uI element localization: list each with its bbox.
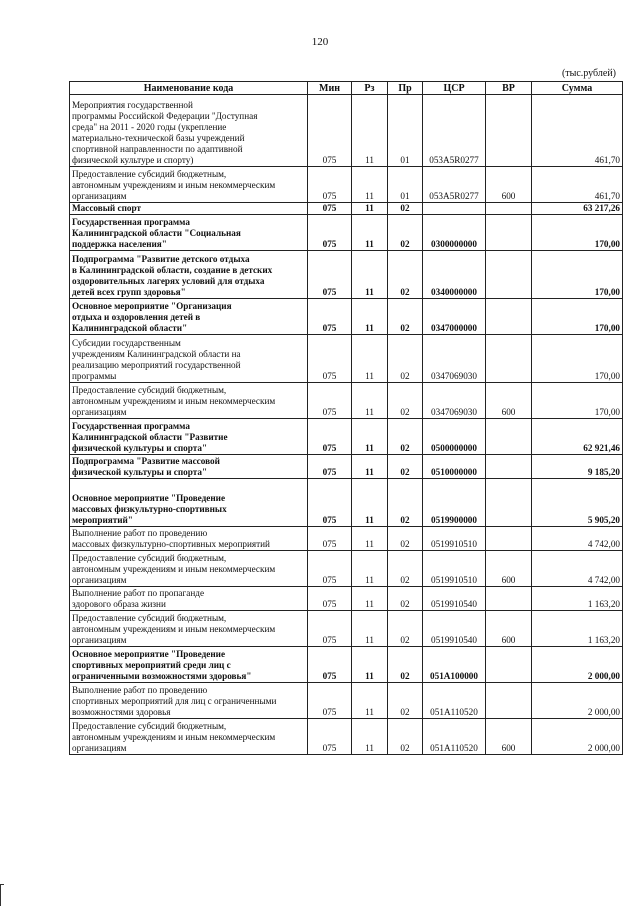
col-header-csr: ЦСР <box>423 82 486 95</box>
cell-min: 075 <box>308 551 352 587</box>
table-row <box>70 203 623 215</box>
cell-vr <box>486 215 532 251</box>
col-header-name: Наименование кода <box>70 82 308 95</box>
cell-sum: 461,70 <box>532 167 623 203</box>
cell-rz: 11 <box>352 95 388 167</box>
cell-sum: 4 742,00 <box>532 551 623 587</box>
cell-pr: 02 <box>388 683 423 719</box>
table-row <box>70 479 623 527</box>
cell-min: 075 <box>308 587 352 611</box>
cell-vr <box>486 647 532 683</box>
cell-vr <box>486 299 532 335</box>
cell-csr: 0347069030 <box>423 383 486 419</box>
cell-min: 075 <box>308 479 352 527</box>
cell-pr: 02 <box>388 455 423 479</box>
cell-csr: 051A100000 <box>423 647 486 683</box>
cell-sum: 1 163,20 <box>532 587 623 611</box>
cell-sum: 170,00 <box>532 335 623 383</box>
cell-sum: 2 000,00 <box>532 719 623 755</box>
cell-min: 075 <box>308 95 352 167</box>
cell-vr: 600 <box>486 383 532 419</box>
cell-sum: 2 000,00 <box>532 683 623 719</box>
cell-vr <box>486 335 532 383</box>
cell-name: Выполнение работ по проведению спортивных мероприятий для лиц с ограниченными возможностями здоровья <box>70 683 308 719</box>
cell-rz: 11 <box>352 527 388 551</box>
cell-csr <box>423 203 486 215</box>
cell-sum: 461,70 <box>532 95 623 167</box>
cell-rz: 11 <box>352 419 388 455</box>
cell-name: Подпрограмма "Развитие детского отдыха в Калининградской области, создание в детских оздоровительных лагерях условий для отдыха детей всех групп здоровья" <box>70 251 308 299</box>
cell-csr: 051A110520 <box>423 683 486 719</box>
table-row <box>70 455 623 479</box>
table-row <box>70 299 623 335</box>
cell-pr: 02 <box>388 587 423 611</box>
cell-min: 075 <box>308 215 352 251</box>
cell-vr <box>486 203 532 215</box>
table-row <box>70 335 623 383</box>
cell-vr: 600 <box>486 551 532 587</box>
budget-table <box>69 81 623 755</box>
cell-vr <box>486 251 532 299</box>
cell-vr <box>486 479 532 527</box>
cell-rz: 11 <box>352 611 388 647</box>
units-label: (тыс.рублей) <box>561 68 616 79</box>
cell-vr: 600 <box>486 719 532 755</box>
cell-csr: 0347000000 <box>423 299 486 335</box>
page-number: 120 <box>311 36 329 48</box>
cell-csr: 0519910510 <box>423 527 486 551</box>
cell-csr: 0500000000 <box>423 419 486 455</box>
cell-sum: 170,00 <box>532 215 623 251</box>
cell-pr: 02 <box>388 611 423 647</box>
cell-name: Государственная программа Калининградской области "Развитие физической культуры и спорта" <box>70 419 308 455</box>
cell-pr: 02 <box>388 251 423 299</box>
cell-sum: 170,00 <box>532 251 623 299</box>
cell-name: Основное мероприятие "Организация отдыха и оздоровления детей в Калининградской области" <box>70 299 308 335</box>
cell-csr: 053A5R0277 <box>423 95 486 167</box>
col-header-vr: ВР <box>486 82 532 95</box>
cell-csr: 0519900000 <box>423 479 486 527</box>
table-row <box>70 683 623 719</box>
cell-sum: 170,00 <box>532 299 623 335</box>
cell-csr: 0519910540 <box>423 611 486 647</box>
cell-csr: 0300000000 <box>423 215 486 251</box>
table-row <box>70 719 623 755</box>
cell-name: Предоставление субсидий бюджетным, автономным учреждениям и иным некоммерческим организациям <box>70 383 308 419</box>
table-row <box>70 95 623 167</box>
cell-sum: 170,00 <box>532 383 623 419</box>
cell-csr: 0519910540 <box>423 587 486 611</box>
cell-min: 075 <box>308 455 352 479</box>
cell-rz: 11 <box>352 215 388 251</box>
cell-name: Предоставление субсидий бюджетным, автономным учреждениям и иным некоммерческим организациям <box>70 611 308 647</box>
cell-pr: 01 <box>388 95 423 167</box>
cell-pr: 02 <box>388 299 423 335</box>
cell-csr: 0347069030 <box>423 335 486 383</box>
table-row <box>70 587 623 611</box>
cell-csr: 0510000000 <box>423 455 486 479</box>
cell-rz: 11 <box>352 587 388 611</box>
scan-corner-mark <box>0 884 4 906</box>
cell-sum: 5 905,20 <box>532 479 623 527</box>
col-header-min: Мин <box>308 82 352 95</box>
cell-name: Субсидии государственным учреждениям Калининградской области на реализацию мероприятий государственной программы <box>70 335 308 383</box>
cell-pr: 02 <box>388 203 423 215</box>
cell-vr <box>486 683 532 719</box>
cell-vr <box>486 95 532 167</box>
cell-rz: 11 <box>352 647 388 683</box>
table-row <box>70 383 623 419</box>
cell-min: 075 <box>308 647 352 683</box>
table-header-row <box>70 82 623 95</box>
cell-pr: 02 <box>388 479 423 527</box>
table-row <box>70 215 623 251</box>
cell-sum: 62 921,46 <box>532 419 623 455</box>
cell-name: Массовый спорт <box>70 203 308 215</box>
cell-name: Подпрограмма "Развитие массовой физической культуры и спорта" <box>70 455 308 479</box>
cell-vr: 600 <box>486 167 532 203</box>
col-header-sum: Сумма <box>532 82 623 95</box>
cell-min: 075 <box>308 335 352 383</box>
cell-rz: 11 <box>352 479 388 527</box>
cell-rz: 11 <box>352 551 388 587</box>
cell-rz: 11 <box>352 719 388 755</box>
cell-rz: 11 <box>352 167 388 203</box>
cell-pr: 02 <box>388 719 423 755</box>
cell-sum: 1 163,20 <box>532 611 623 647</box>
cell-vr <box>486 419 532 455</box>
cell-rz: 11 <box>352 683 388 719</box>
cell-rz: 11 <box>352 203 388 215</box>
cell-name: Выполнение работ по пропаганде здорового образа жизни <box>70 587 308 611</box>
cell-pr: 02 <box>388 551 423 587</box>
cell-name: Государственная программа Калининградской области "Социальная поддержка населения" <box>70 215 308 251</box>
cell-pr: 01 <box>388 167 423 203</box>
cell-min: 075 <box>308 611 352 647</box>
cell-sum: 2 000,00 <box>532 647 623 683</box>
table-row <box>70 611 623 647</box>
table-row <box>70 167 623 203</box>
cell-vr: 600 <box>486 611 532 647</box>
cell-sum: 4 742,00 <box>532 527 623 551</box>
cell-name: Основное мероприятие "Проведение спортивных мероприятий среди лиц с ограниченными возможностями здоровья" <box>70 647 308 683</box>
cell-vr <box>486 455 532 479</box>
table-row <box>70 251 623 299</box>
cell-vr <box>486 587 532 611</box>
cell-rz: 11 <box>352 335 388 383</box>
cell-csr: 0340000000 <box>423 251 486 299</box>
cell-sum: 63 217,26 <box>532 203 623 215</box>
cell-name: Предоставление субсидий бюджетным, автономным учреждениям и иным некоммерческим организациям <box>70 719 308 755</box>
cell-name: Мероприятия государственной программы Российской Федерации "Доступная среда" на 2011 - 2020 годы (укрепление материально-технической базы учреждений спортивной направленности по адаптивной физической культуре и спорту) <box>70 95 308 167</box>
cell-pr: 02 <box>388 419 423 455</box>
cell-rz: 11 <box>352 455 388 479</box>
cell-pr: 02 <box>388 647 423 683</box>
col-header-pr: Пр <box>388 82 423 95</box>
cell-min: 075 <box>308 527 352 551</box>
cell-rz: 11 <box>352 299 388 335</box>
cell-pr: 02 <box>388 527 423 551</box>
table-row <box>70 527 623 551</box>
cell-pr: 02 <box>388 335 423 383</box>
cell-name: Основное мероприятие "Проведение массовых физкультурно-спортивных мероприятий" <box>70 479 308 527</box>
cell-rz: 11 <box>352 383 388 419</box>
cell-min: 075 <box>308 719 352 755</box>
cell-min: 075 <box>308 299 352 335</box>
cell-vr <box>486 527 532 551</box>
cell-name: Предоставление субсидий бюджетным, автономным учреждениям и иным некоммерческим организациям <box>70 167 308 203</box>
table-row <box>70 419 623 455</box>
cell-min: 075 <box>308 251 352 299</box>
cell-csr: 051A110520 <box>423 719 486 755</box>
cell-min: 075 <box>308 683 352 719</box>
table-row <box>70 551 623 587</box>
cell-min: 075 <box>308 203 352 215</box>
cell-rz: 11 <box>352 251 388 299</box>
cell-sum: 9 185,20 <box>532 455 623 479</box>
cell-csr: 0519910510 <box>423 551 486 587</box>
cell-min: 075 <box>308 383 352 419</box>
cell-name: Предоставление субсидий бюджетным, автономным учреждениям и иным некоммерческим организациям <box>70 551 308 587</box>
cell-pr: 02 <box>388 383 423 419</box>
cell-csr: 053A5R0277 <box>423 167 486 203</box>
cell-name: Выполнение работ по проведению массовых физкультурно-спортивных мероприятий <box>70 527 308 551</box>
cell-min: 075 <box>308 167 352 203</box>
cell-pr: 02 <box>388 215 423 251</box>
table-row <box>70 647 623 683</box>
cell-min: 075 <box>308 419 352 455</box>
col-header-rz: Рз <box>352 82 388 95</box>
